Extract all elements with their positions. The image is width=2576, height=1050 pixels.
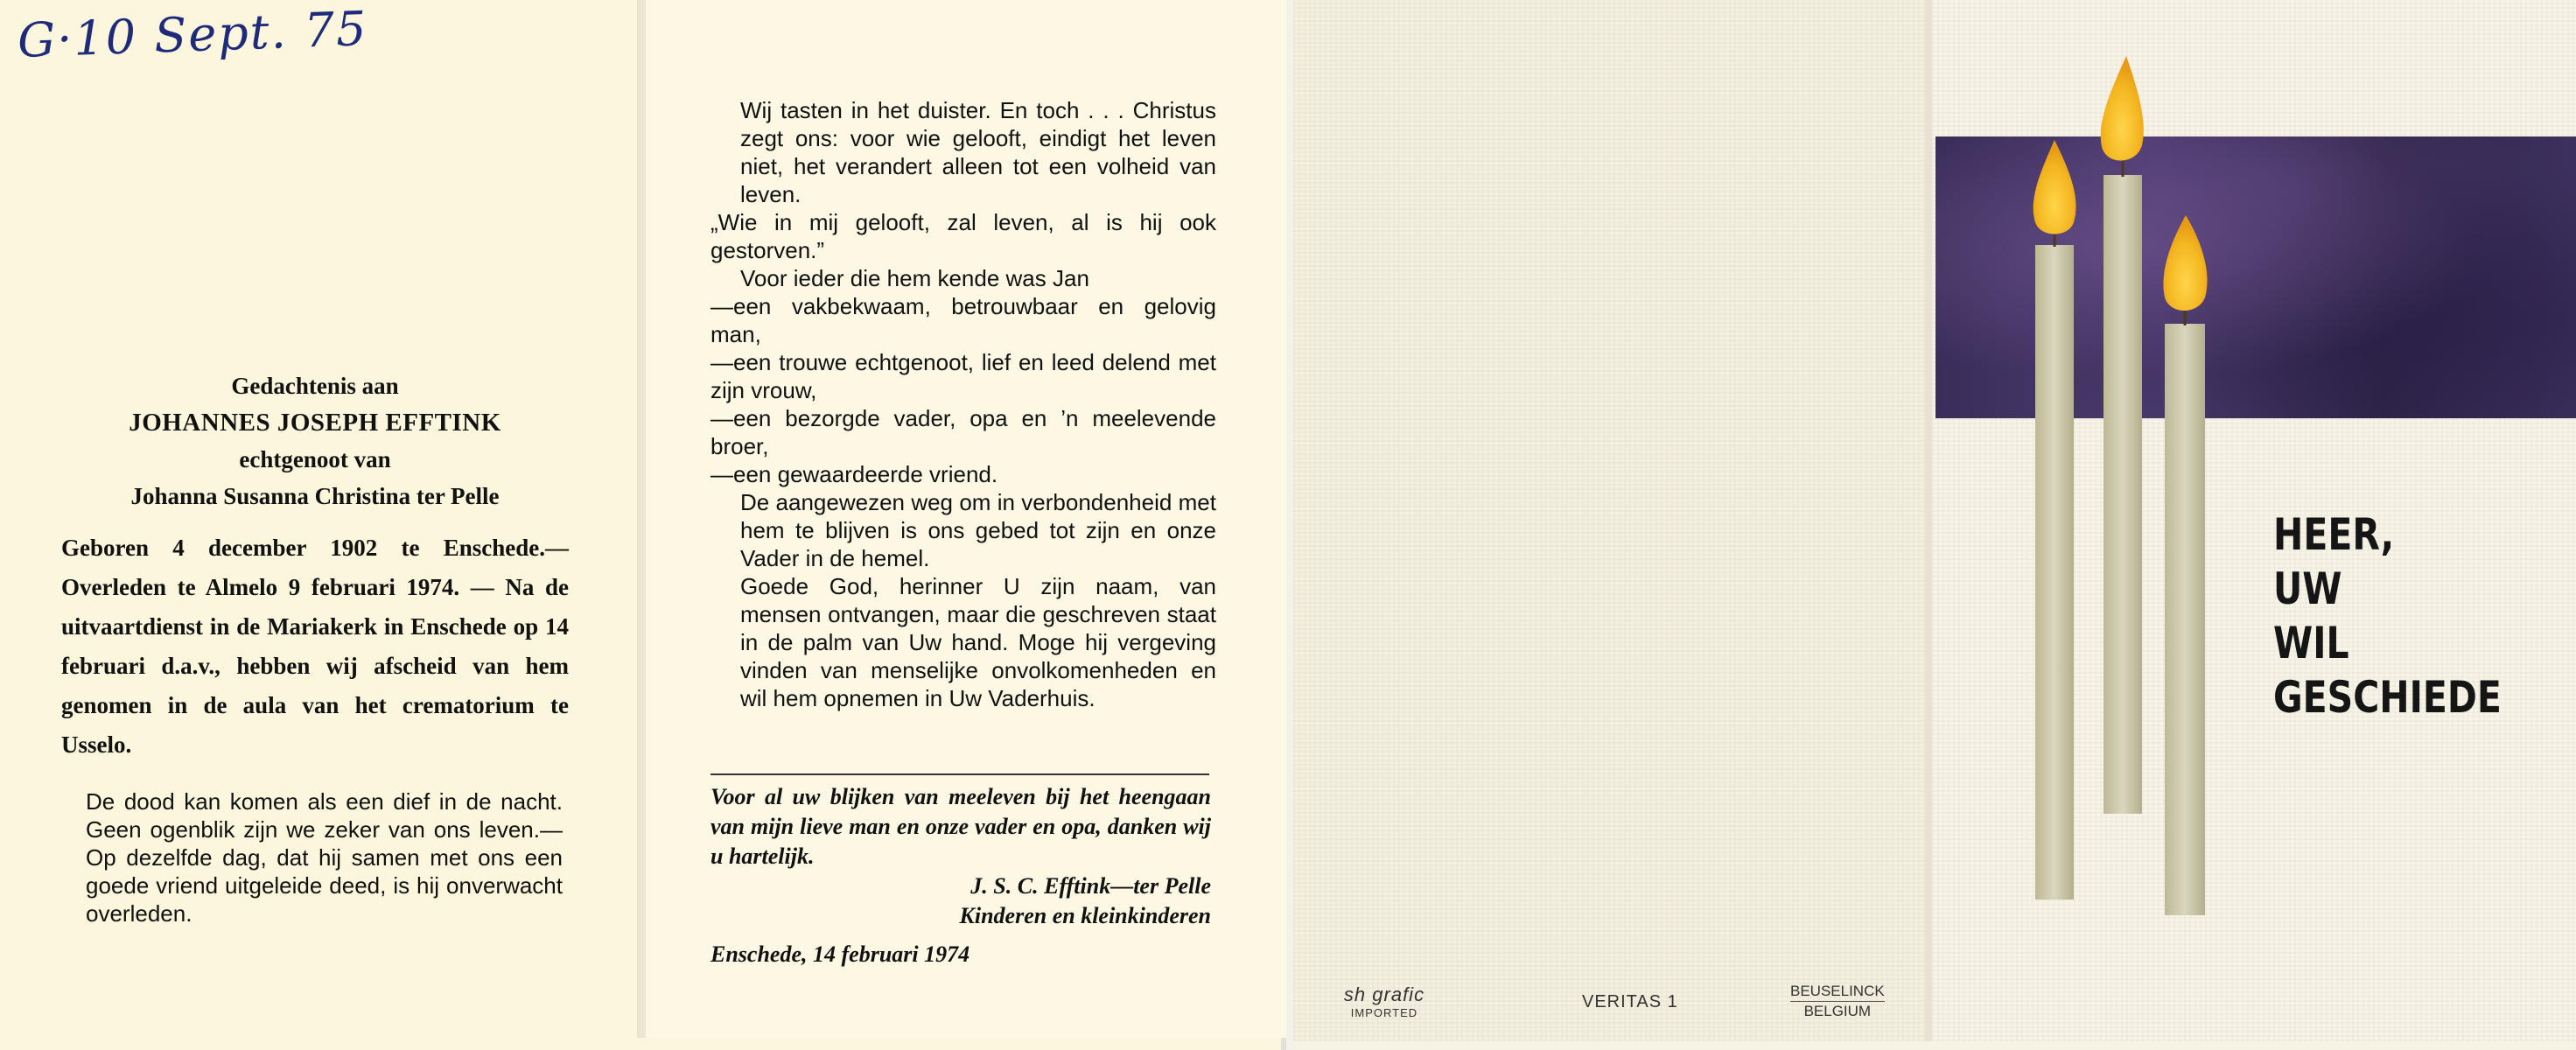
signature: J. S. C. Efftink—ter Pelle bbox=[970, 873, 1211, 899]
title-line: GESCHIEDE bbox=[2273, 672, 2502, 723]
title-line: UW bbox=[2273, 564, 2342, 614]
cover-title bbox=[2273, 508, 2502, 724]
title-line: WIL bbox=[2273, 618, 2349, 668]
candle-left-body bbox=[2035, 245, 2074, 900]
flame-icon bbox=[2101, 56, 2144, 161]
list-item: —een trouwe echtgenoot, lief en leed delend met zijn vrouw, bbox=[710, 349, 1216, 403]
thanks-text: Voor al uw blijken van meeleven bij het heengaan van mijn lieve man en onze vader en opa, danken wij u hartelijk. bbox=[710, 784, 1211, 869]
biography: Geboren 4 december 1902 te Enschede.— Overleden te Almelo 9 februari 1974. — Na de uitvaartdienst in de Mariakerk in Enschede op 14 februari d.a.v., hebben wij afscheid van hem genomen in de aula van het crematorium te Usselo. bbox=[61, 535, 569, 758]
relation-label: echtgenoot van bbox=[239, 446, 391, 472]
printer-imprint bbox=[1332, 984, 1437, 1019]
candle-middle-body bbox=[2104, 175, 2142, 814]
card-fold bbox=[639, 0, 646, 1038]
spouse-name: Johanna Susanna Christina ter Pelle bbox=[130, 483, 500, 509]
candle-left bbox=[2034, 140, 2076, 900]
death-paragraph: De dood kan komen als een dief in de nacht. Geen ogenblik zijn we zeker van ons leven.— Op dezelfde dag, dat hij samen met ons een goede vriend uitgeleide deed, is hij onverwacht overleden. bbox=[86, 788, 563, 927]
place-date: Enschede, 14 februari 1974 bbox=[710, 942, 970, 967]
paragraph-prayer: De aangewezen weg om in verbondenheid met hem te blijven is ons gebed tot zijn en onze Vader in de hemel. bbox=[740, 489, 1216, 571]
memorial-heading: Gedachtenis aan bbox=[231, 373, 399, 399]
paragraph-faith: Wij tasten in het duister. En toch . . . Christus zegt ons: voor wie gelooft, eindigt het leven niet, het verandert alleen tot een volheid van leven. bbox=[740, 97, 1216, 207]
family-line: Kinderen en kleinkinderen bbox=[959, 903, 1211, 928]
printer-logo: sh grafic bbox=[1343, 984, 1425, 1005]
candle-right bbox=[2163, 215, 2207, 915]
list-item: —een gewaardeerde vriend. bbox=[710, 461, 998, 487]
memorial-notice bbox=[61, 368, 569, 765]
memorial-card-inside bbox=[0, 0, 1286, 1050]
divider bbox=[710, 774, 1209, 775]
list-item: —een bezorgde vader, opa en ’n meelevende broer, bbox=[710, 405, 1216, 459]
flame-icon bbox=[2163, 215, 2207, 311]
series-label: VERITAS 1 bbox=[1582, 992, 1678, 1012]
memorial-card-cover bbox=[1293, 0, 2576, 1050]
thanks-block bbox=[710, 782, 1211, 970]
deceased-name: JOHANNES JOSEPH EFFTINK bbox=[129, 409, 501, 437]
publisher-country: BELGIUM bbox=[1790, 1001, 1885, 1021]
cover-front-panel bbox=[1932, 0, 2576, 1041]
candle-middle bbox=[2101, 56, 2144, 814]
reflection-text bbox=[710, 96, 1216, 712]
card-fold bbox=[1925, 0, 1932, 1041]
publisher-name: BEUSELINCK bbox=[1790, 983, 1885, 999]
handwritten-date: G·10 Sept. 75 bbox=[17, 1, 369, 68]
candle-right-body bbox=[2165, 324, 2205, 915]
bible-quote: „Wie in mij gelooft, zal leven, al is hij ook gestorven.” bbox=[710, 209, 1216, 263]
title-line: HEER, bbox=[2273, 509, 2395, 560]
publisher-imprint bbox=[1790, 982, 1885, 1021]
flame-icon bbox=[2034, 140, 2076, 234]
imported-label: IMPORTED bbox=[1350, 1006, 1418, 1019]
list-item: —een vakbekwaam, betrouwbaar en gelovig man, bbox=[710, 293, 1216, 347]
paragraph-god: Goede God, herinner U zijn naam, van mensen ontvangen, maar die geschreven staat in de palm van Uw hand. Moge hij vergeving vinden van menselijke onvolkomenheden en wil hem opnemen in Uw Vaderhuis. bbox=[740, 573, 1216, 711]
memorial-panel-left bbox=[0, 0, 639, 1038]
qualities-intro: Voor ieder die hem kende was Jan bbox=[740, 265, 1089, 291]
cover-back-panel bbox=[1293, 0, 1925, 1041]
